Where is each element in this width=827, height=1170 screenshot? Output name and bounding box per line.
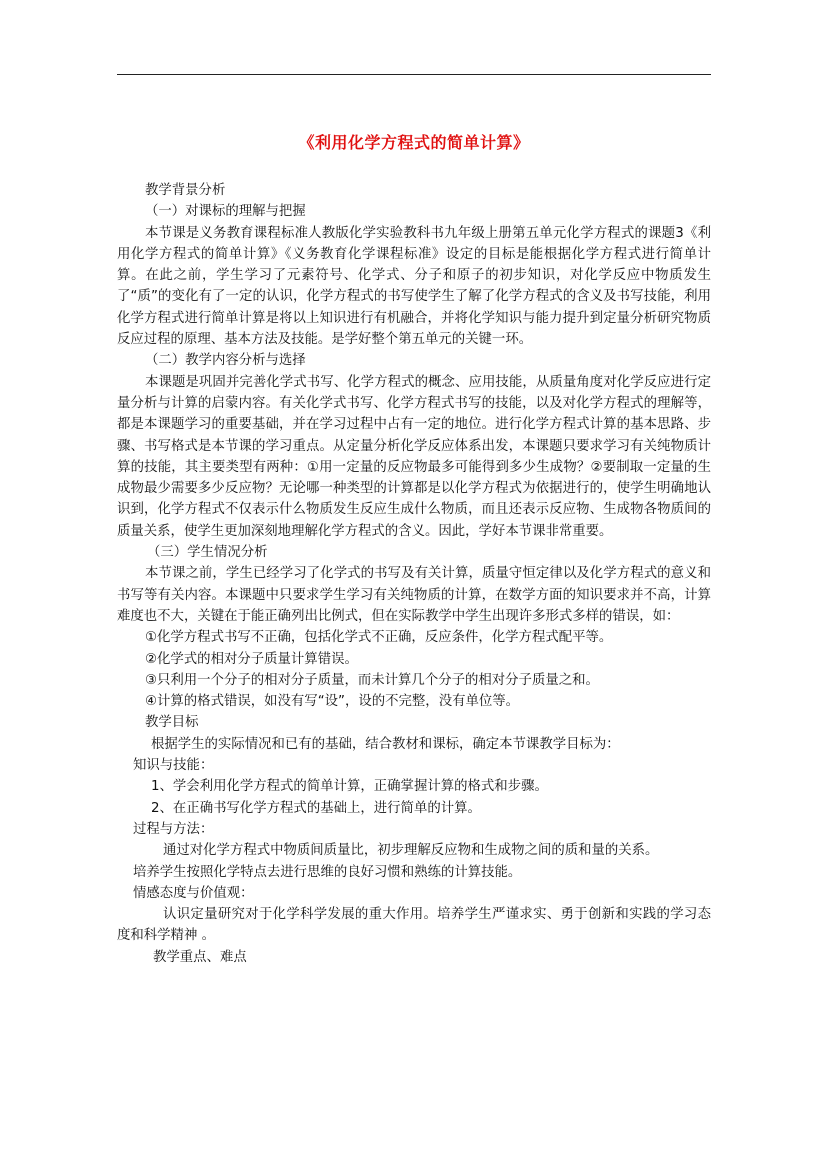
- document-body: [117, 180, 711, 968]
- error-item: ④计算的格式错误，如没有写“设”，设的不完整，没有单位等。: [145, 694, 520, 710]
- curriculum-paragraph: 本节课是义务教育课程标准人教版化学实验教科书九年级上册第五单元化学方程式的课题3《利用化学方程式的简单计算》《义务教育化学课程标准》设定的目标是能根据化学方程式进行简单计算。在此之前，学生学习了元素符号、化学式、分子和原子的初步知识，对化学反应中物质发生了“质”的变化有了一定的认识，化学方程式的书写使学生了解了化学方程式的含义及书写技能，利用化学方程式进行简单计算是将以上知识进行有机融合，并将化学知识与能力提升到定量分析研究物质反应过程的原理、基本方法及技能。是学好整个第五单元的关键一环。: [117, 225, 711, 348]
- goals-heading: 教学目标: [145, 715, 199, 731]
- knowledge-item: 2、在正确书写化学方程式的基础上，进行简单的计算。: [151, 800, 481, 816]
- content-heading: （二）教学内容分析与选择: [145, 353, 306, 369]
- document-title: 《利用化学方程式的简单计算》: [298, 133, 530, 152]
- curriculum-heading: （一）对课标的理解与把握: [145, 204, 306, 220]
- keypoints-heading: 教学重点、难点: [153, 949, 247, 965]
- process-line: 培养学生按照化学特点去进行思维的良好习惯和熟练的计算技能。: [133, 864, 522, 880]
- background-heading: 教学背景分析: [145, 183, 226, 198]
- goals-intro: 根据学生的实际情况和已有的基础，结合教材和课标，确定本节课教学目标为：: [151, 736, 620, 752]
- process-line: 通过对化学方程式中物质间质量比，初步理解反应物和生成物之间的质和量的关系。: [163, 843, 659, 859]
- knowledge-heading: 知识与技能：: [133, 758, 214, 774]
- content-paragraph: 本课题是巩固并完善化学式书写、化学方程式的概念、应用技能，从质量角度对化学反应进行定量分析与计算的启蒙内容。有关化学式书写、化学方程式书写的技能，以及对化学方程式的理解等，都是本课题学习的重要基础，并在学习过程中占有一定的地位。进行化学方程式计算的基本思路、步骤、书写格式是本节课的学习重点。从定量分析化学反应体系出发，本课题只要求学习有关纯物质计算的技能，其主要类型有两种：①用一定量的反应物最多可能得到多少生成物？②要制取一定量的生成物最少需要多少反应物？无论哪一种类型的计算都是以化学方程式为依据进行的，使学生明确地认识到，化学方程式不仅表示什么物质发生反应生成什么物质，而且还表示反应物、生成物各物质间的质量关系，使学生更加深刻地理解化学方程式的含义。因此，学好本节课非常重要。: [117, 374, 711, 539]
- students-heading: （三）学生情况分析: [147, 545, 268, 561]
- attitude-paragraph: 认识定量研究对于化学科学发展的重大作用。培养学生严谨求实、勇于创新和实践的学习态度和科学精神 。: [117, 907, 711, 944]
- error-item: ①化学方程式书写不正确，包括化学式不正确，反应条件，化学方程式配平等。: [145, 630, 613, 646]
- header-rule: [117, 74, 711, 75]
- attitude-heading: 情感态度与价值观：: [133, 885, 254, 901]
- knowledge-item: 1、学会利用化学方程式的简单计算，正确掌握计算的格式和步骤。: [151, 779, 548, 795]
- error-item: ③只利用一个分子的相对分子质量，而未计算几个分子的相对分子质量之和。: [145, 672, 599, 688]
- error-item: ②化学式的相对分子质量计算错误。: [145, 651, 358, 667]
- students-paragraph: 本节课之前，学生已经学习了化学式的书写及有关计算，质量守恒定律以及化学方程式的意义和书写等有关内容。本课题中只要求学生学习有关纯物质的计算，在数学方面的知识要求并不高，计算难度也不大，关键在于能正确列出比例式，但在实际教学中学生出现许多形式多样的错误，如：: [117, 566, 711, 624]
- process-heading: 过程与方法：: [133, 821, 214, 837]
